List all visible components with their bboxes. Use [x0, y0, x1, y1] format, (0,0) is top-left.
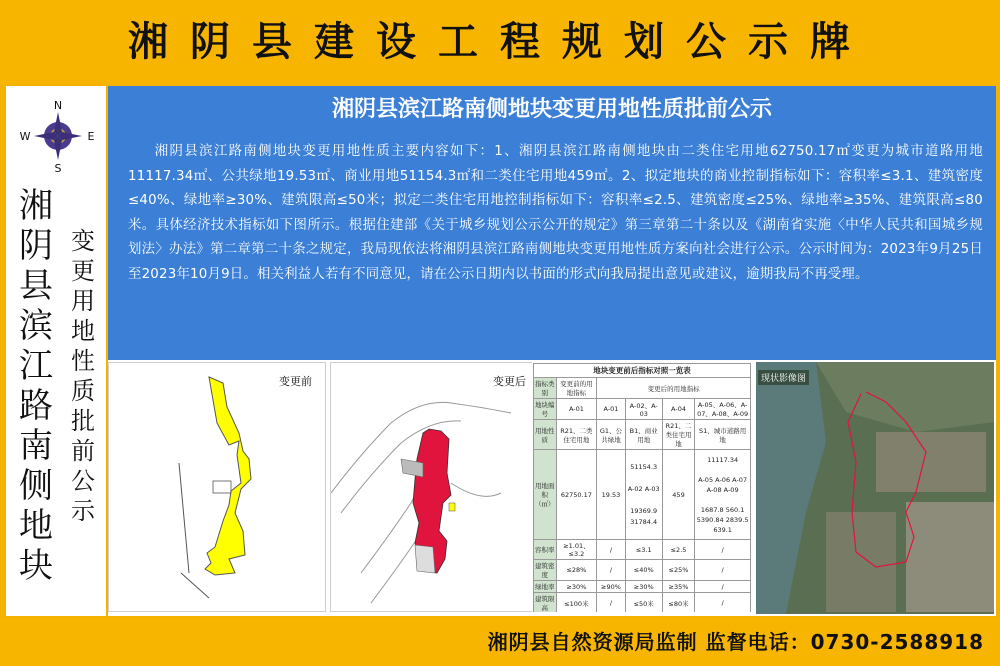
- table-row: 用地性质 R21、二类住宅用地 G1、公共绿地 B1、商业用地 R21、二类住宅用地 S1、城市道路用地: [534, 420, 751, 450]
- compass-icon: [20, 98, 96, 174]
- compass-south: S: [54, 162, 62, 174]
- before-plot-area: [205, 377, 251, 575]
- compass-north: N: [53, 99, 63, 112]
- table-row: 绿地率 ≥30% ≥90% ≥30% ≥35% /: [534, 581, 751, 593]
- table-title: 地块变更前后指标对照一览表: [534, 364, 751, 378]
- after-plot-drawing: [331, 363, 536, 612]
- table-row: 建筑限高 ≤100米 / ≤50米 ≤80米 /: [534, 593, 751, 613]
- indicator-table: [533, 363, 751, 612]
- footer-bar: [0, 618, 1000, 666]
- aerial-photo-label: 现状影像图: [758, 370, 809, 385]
- vertical-subtitle: 变更用地性质批前公示: [71, 227, 95, 525]
- before-map-panel: [108, 362, 326, 612]
- vertical-title: 湘阴县滨江路南侧地块: [19, 186, 53, 586]
- aerial-photo: [756, 362, 994, 614]
- table-row: 建筑密度 ≤28% / ≤40% ≤25% /: [534, 560, 751, 581]
- table-row: 用地面积（㎡） 62750.17 19.53 51154.3 A-02 A-03 19369.9 31784.4 459 11117.34 A-05 A-06 A-07 A-08 A-09 1687.8 560.1 5390.84 2839.5 639.1: [534, 450, 751, 540]
- table-row: 容积率 ≥1.01、≤3.2 / ≤3.1 ≤2.5 /: [534, 540, 751, 560]
- footer-text: 湘阴县自然资源局监制 监督电话：0730-2588918: [487, 630, 984, 654]
- notice-body: 湘阴县滨江路南侧地块变更用地性质主要内容如下：1、湘阴县滨江路南侧地块由二类住宅用地62750.17㎡变更为城市道路用地11117.34㎡、公共绿地19.53㎡、商业用地51154.3㎡和二类住宅用地459㎡。2、拟定地块的商业控制指标如下：容积率≤3.1、建筑密度≤40%、绿地率≥30%、建筑限高≤50米；拟定二类住宅用地控制指标如下：容积率≤2.5、建筑密度≤25%、绿地率≥35%、建筑限高≤80米。具体经济技术指标如下图所示。根据住建部《关于城乡规划公示公开的规定》第三章第二十条以及《湖南省实施〈中华人民共和国城乡规划法〉办法》第二章第二十条之规定，我局现依法将湘阴县滨江路南侧地块变更用地性质方案向社会进行公示。公示时间为：2023年9月25日至2023年10月9日。相关利益人若有不同意见，请在公示日期内以书面的形式向我局提出意见或建议，逾期我局不再受理。: [128, 144, 983, 282]
- left-sidebar: [6, 86, 106, 616]
- compass-west: W: [20, 130, 31, 143]
- notice-panel: [108, 86, 996, 360]
- before-plot-drawing: [109, 363, 326, 612]
- board-title: 湘阴县建设工程规划公示牌: [128, 19, 872, 65]
- header-bar: [0, 0, 1000, 84]
- table-row: 地块编号 A-01 A-01 A-02、A-03 A-04 A-05、A-06、A-07、A-08、A-09: [534, 399, 751, 420]
- table-row: 指标类别 变更前的用地指标 变更后的用地指标: [534, 378, 751, 399]
- compass-east: E: [87, 130, 95, 143]
- after-map-label: 变更后: [493, 375, 526, 388]
- aerial-photo-drawing: [756, 362, 994, 614]
- figure-strip: [108, 360, 996, 616]
- notice-title: 湘阴县滨江路南侧地块变更用地性质批前公示: [331, 97, 772, 122]
- after-map-panel: [330, 362, 536, 612]
- before-map-label: 变更前: [279, 375, 312, 388]
- indicator-table-panel: [532, 362, 754, 612]
- after-residential-plot: [449, 503, 455, 511]
